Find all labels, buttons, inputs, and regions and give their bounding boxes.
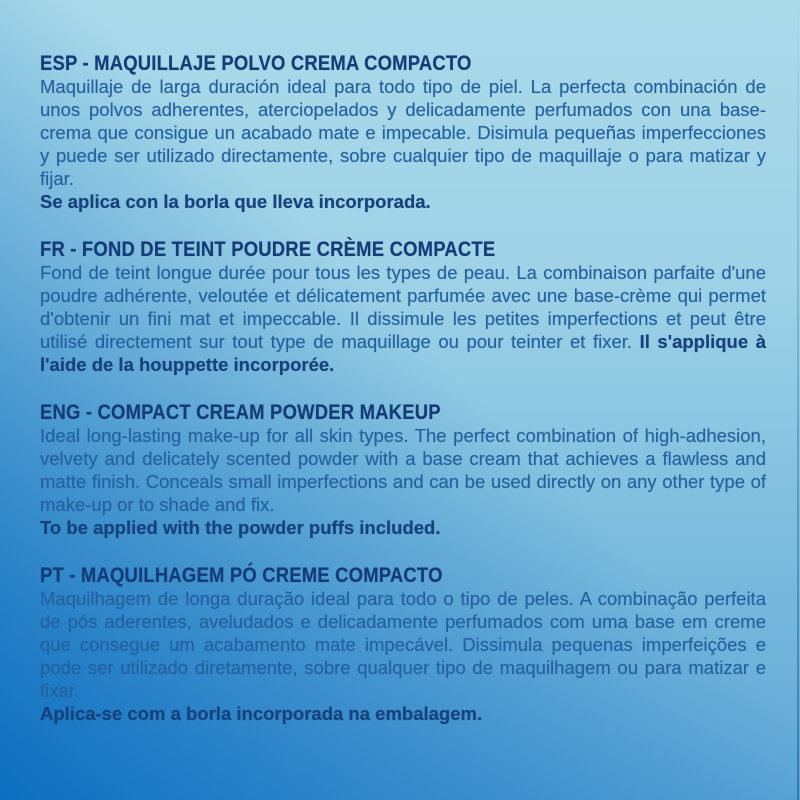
section-esp-description: Maquillaje de larga duración ideal para todo tipo de piel. La perfecta combinación de unos polvos adherentes, aterciopelados y delicadamente perfumados con una base-crema que consigue un acabado mate e impecable. Disimula pequeñas imperfecciones y puede ser utilizado directamente, sobre cualquier tipo de maquillaje o para matizar y fijar.	[40, 76, 766, 189]
section-eng-heading: ENG - COMPACT CREAM POWDER MAKEUP	[40, 401, 441, 424]
section-esp-body	[40, 75, 766, 213]
section-fr-application-note: Il s'applique à l'aide de la houppette incorporée.	[40, 331, 766, 375]
section-esp-heading: ESP - MAQUILLAJE POLVO CREMA COMPACTO	[40, 52, 472, 75]
section-fr-body	[40, 261, 766, 376]
section-esp	[40, 52, 766, 213]
section-eng-body	[40, 424, 766, 539]
section-pt	[40, 564, 766, 725]
section-eng	[40, 401, 766, 539]
section-pt-body	[40, 587, 766, 725]
section-eng-description: Ideal long-lasting make-up for all skin types. The perfect combination of high-adhesion, velvety and delicately scented powder with a base cream that achieves a flawless and matte finish. Conceals small imperfections and can be used directly on any other type of make-up or to shade and fix.	[40, 425, 766, 515]
section-fr-description: Fond de teint longue durée pour tous les types de peau. La combinaison parfaite d'une poudre adhérente, veloutée et délicatement parfumée avec une base-crème qui permet d'obtenir un fini mat et impeccable. Il dissimule les petites imperfections et peut être utilisé directement sur tout type de maquillage ou pour teinter et fixer.	[40, 262, 766, 352]
section-pt-application-note: Aplica-se com a borla incorporada na embalagem.	[40, 703, 483, 724]
section-eng-application-note: To be applied with the powder puffs included.	[40, 517, 441, 538]
section-fr	[40, 238, 766, 376]
section-pt-heading: PT - MAQUILHAGEM PÓ CREME COMPACTO	[40, 564, 443, 587]
section-fr-heading: FR - FOND DE TEINT POUDRE CRÈME COMPACTE	[40, 238, 496, 261]
section-pt-description: Maquilhagem de longa duração ideal para todo o tipo de peles. A combinação perfeita de pós aderentes, aveludados e delicadamente perfumados com uma base em creme que consegue um acabamento mate impecável. Dissimula pequenas imperfeições e pode ser utilizado diretamente, sobre qualquer tipo de maquilhagem ou para matizar e fixar.	[40, 588, 766, 701]
packaging-edge-crease	[797, 0, 799, 800]
section-esp-application-note: Se aplica con la borla que lleva incorporada.	[40, 191, 431, 212]
label-text-block	[40, 52, 766, 750]
